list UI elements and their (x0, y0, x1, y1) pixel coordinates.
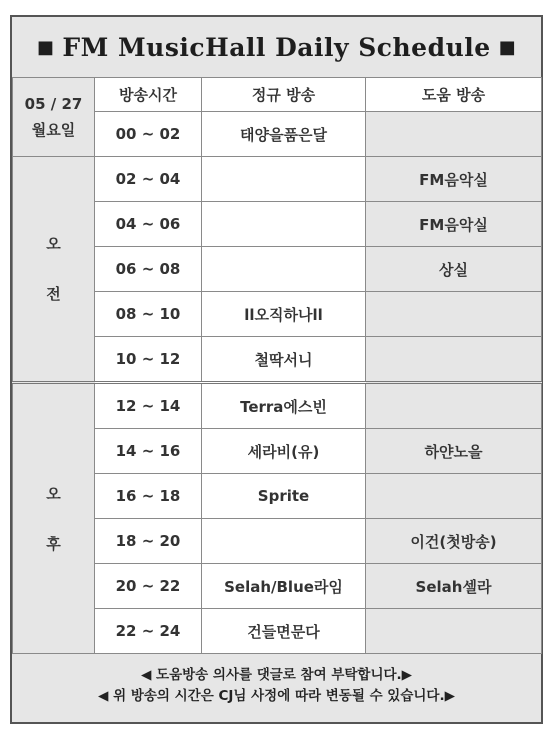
session-pm-char-1: 오 (46, 484, 61, 503)
time-cell: 02 ~ 04 (95, 157, 202, 202)
assist-cell: 하얀노을 (366, 429, 542, 474)
assist-cell: 이건(첫방송) (366, 519, 542, 564)
header-time: 방송시간 (95, 78, 202, 112)
schedule-board (10, 15, 543, 724)
session-am-char-1: 오 (46, 235, 61, 253)
regular-cell (202, 157, 366, 202)
time-cell: 00 ~ 02 (95, 112, 202, 157)
regular-cell: Selah/Blue라임 (202, 564, 366, 609)
regular-cell: Sprite (202, 474, 366, 519)
regular-cell: 세라비(유) (202, 429, 366, 474)
regular-cell: Terra에스빈 (202, 383, 366, 429)
time-cell: 12 ~ 14 (95, 383, 202, 429)
session-pm-char-2: 후 (46, 534, 61, 553)
time-cell: 20 ~ 22 (95, 564, 202, 609)
notice-box (12, 649, 541, 722)
regular-cell: 철딱서니 (202, 337, 366, 383)
notice-line-1: ◀ 도움방송 의사를 댓글로 참여 부탁합니다.▶ (140, 666, 413, 683)
time-cell: 16 ~ 18 (95, 474, 202, 519)
regular-cell: 건들면문다 (202, 609, 366, 654)
title-text: FM MusicHall Daily Schedule (62, 32, 491, 62)
table-row (13, 383, 542, 429)
table-row (13, 157, 542, 202)
time-cell: 14 ~ 16 (95, 429, 202, 474)
notice-line-2: ◀ 위 방송의 시간은 CJ님 사정에 따라 변동될 수 있습니다.▶ (98, 687, 455, 704)
session-am (13, 157, 95, 383)
date-weekday: 월요일 (31, 121, 76, 139)
date-cell (13, 78, 95, 157)
title-left-square-icon: ■ (36, 36, 55, 58)
date-day: 05 / 27 (24, 95, 83, 113)
assist-cell (366, 292, 542, 337)
header-assist: 도움 방송 (366, 78, 542, 112)
assist-cell (366, 383, 542, 429)
time-cell: 18 ~ 20 (95, 519, 202, 564)
assist-cell (366, 609, 542, 654)
assist-cell: FM음악실 (366, 157, 542, 202)
session-pm (13, 383, 95, 654)
regular-cell: ll오직하나ll (202, 292, 366, 337)
schedule-title (12, 17, 541, 77)
assist-cell: FM음악실 (366, 202, 542, 247)
time-cell: 22 ~ 24 (95, 609, 202, 654)
header-regular: 정규 방송 (202, 78, 366, 112)
title-right-square-icon: ■ (498, 36, 517, 58)
header-row (13, 78, 542, 112)
assist-cell (366, 337, 542, 383)
assist-cell (366, 474, 542, 519)
assist-cell (366, 112, 542, 157)
time-cell: 08 ~ 10 (95, 292, 202, 337)
assist-cell: Selah셀라 (366, 564, 542, 609)
schedule-table (12, 77, 542, 654)
regular-cell: 태양을품은달 (202, 112, 366, 157)
time-cell: 10 ~ 12 (95, 337, 202, 383)
time-cell: 04 ~ 06 (95, 202, 202, 247)
regular-cell (202, 247, 366, 292)
session-am-char-2: 전 (46, 285, 61, 303)
time-cell: 06 ~ 08 (95, 247, 202, 292)
regular-cell (202, 202, 366, 247)
regular-cell (202, 519, 366, 564)
assist-cell: 상실 (366, 247, 542, 292)
